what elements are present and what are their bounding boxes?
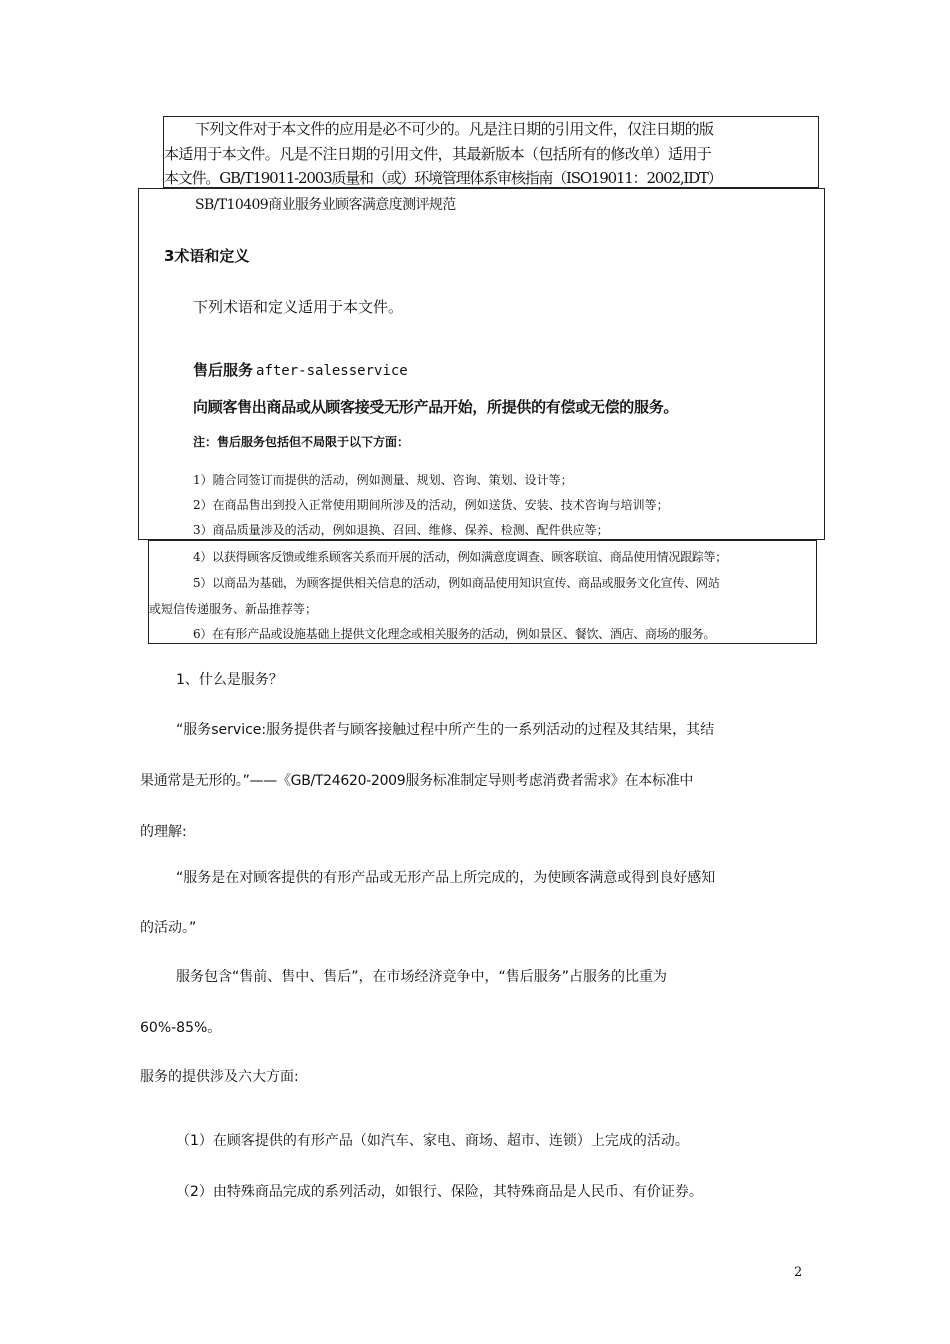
- section-intro: 下列术语和定义适用于本文件。: [193, 298, 404, 316]
- term-note: 注：售后服务包括但不局限于以下方面：: [193, 435, 410, 449]
- note-item-5-line-1: 5）以商品为基础，为顾客提供相关信息的活动，例如商品使用知识宣传、商品或服务文化宣传、网站: [193, 576, 720, 590]
- note-item-3: 3）商品质量涉及的活动，例如退换、召回、维修、保养、检测、配件供应等；: [193, 523, 609, 537]
- section-heading: 3术语和定义: [164, 247, 250, 265]
- page-number: 2: [794, 1265, 803, 1280]
- quote-1-line-1: “服务service:服务提供者与顾客接触过程中所产生的一系列活动的过程及其结果，其结: [176, 722, 715, 738]
- quote-1-line-2: 果通常是无形的。”——《GB/T24620-2009服务标准制定导则考虑消费者需求》在本标准中: [140, 773, 694, 789]
- note-item-2: 2）在商品售出到投入正常使用期间所涉及的活动，例如送货、安装、技术咨询与培训等；: [193, 498, 669, 512]
- note-item-5-line-2: 或短信传递服务、新品推荐等；: [149, 602, 318, 616]
- aspect-2: （2）由特殊商品完成的系列活动，如银行、保险，其特殊商品是人民币、有价证券。: [176, 1184, 703, 1200]
- quote-2-line-1: “服务是在对顾客提供的有形产品或无形产品上所完成的，为使顾客满意或得到良好感知: [176, 870, 716, 886]
- question-heading: 1、什么是服务？: [176, 672, 283, 688]
- ratio-line-1: 服务包含“售前、售中、售后”，在市场经济竞争中，“售后服务”占服务的比重为: [176, 969, 668, 985]
- references-line-3: 本文件。GB/T19011-2003质量和（或）环境管理体系审核指南（ISO19011：2002,IDT）: [164, 169, 722, 187]
- note-item-1: 1）随合同签订而提供的活动，例如测量、规划、咨询、策划、设计等；: [193, 473, 573, 487]
- references-line-1: 下列文件对于本文件的应用是必不可少的。凡是注日期的引用文件，仅注日期的版: [195, 120, 714, 138]
- term-title: [193, 359, 408, 380]
- term-chinese: 售后服务: [193, 361, 254, 379]
- quote-1-line-3: 的理解:: [140, 824, 187, 840]
- reference-sb-t10409: SB/T10409商业服务业顾客满意度测评规范: [195, 197, 456, 213]
- term-definition: 向顾客售出商品或从顾客接受无形产品开始，所提供的有偿或无偿的服务。: [193, 398, 679, 416]
- note-item-4: 4）以获得顾客反馈或维系顾客关系而开展的活动，例如满意度调查、顾客联谊、商品使用情况跟踪等；: [193, 550, 727, 564]
- quote-2-line-2: 的活动。”: [140, 920, 197, 936]
- note-item-6: 6）在有形产品或设施基础上提供文化理念或相关服务的活动，例如景区、餐饮、酒店、商场的服务。: [193, 627, 716, 641]
- six-aspects-heading: 服务的提供涉及六大方面:: [140, 1069, 299, 1085]
- references-line-2: 本适用于本文件。凡是不注日期的引用文件，其最新版本（包括所有的修改单）适用于: [164, 145, 712, 163]
- aspect-1: （1）在顾客提供的有形产品（如汽车、家电、商场、超市、连锁）上完成的活动。: [176, 1133, 689, 1149]
- ratio-line-2: 60%-85%。: [140, 1020, 222, 1036]
- term-english: after-salesservice: [256, 363, 408, 379]
